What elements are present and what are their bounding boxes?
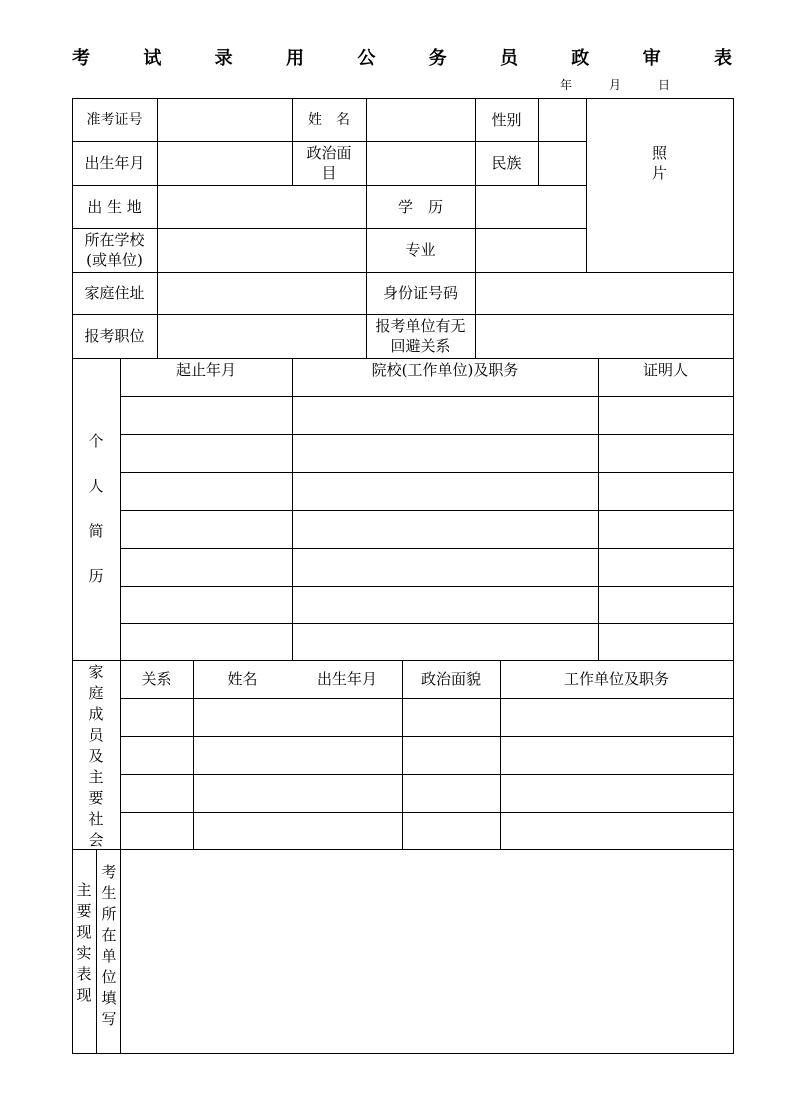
grid-line-h bbox=[120, 510, 734, 511]
grid-line-h bbox=[120, 434, 734, 435]
photo-char-1: 照 bbox=[651, 144, 667, 162]
resume-side-char: 人 bbox=[88, 477, 104, 495]
label-avoid-line2: 回避关系 bbox=[390, 337, 451, 355]
label-photo bbox=[586, 141, 733, 185]
label-ethnicity: 民族 bbox=[491, 154, 522, 172]
title-char: 用 bbox=[285, 48, 304, 69]
date-line bbox=[560, 76, 670, 93]
label-exam-no: 准考证号 bbox=[86, 111, 143, 128]
resume-header-period: 起止年月 bbox=[175, 361, 236, 379]
label-address: 家庭住址 bbox=[84, 284, 145, 302]
performance-sub-char: 考 bbox=[101, 863, 117, 881]
title-char: 试 bbox=[143, 48, 162, 69]
family-header-political: 政治面貌 bbox=[420, 670, 481, 688]
resume-side-char: 历 bbox=[88, 567, 104, 585]
grid-line-h bbox=[72, 98, 734, 99]
label-id-no: 身份证号码 bbox=[382, 284, 458, 302]
label-gender: 性别 bbox=[491, 110, 522, 129]
resume-header-witness: 证明人 bbox=[642, 361, 688, 379]
label-name: 姓 名 bbox=[308, 111, 350, 128]
title-char: 公 bbox=[357, 48, 376, 69]
date-month: 月 bbox=[608, 78, 621, 92]
family-side-char: 主 bbox=[88, 768, 104, 786]
grid-line-h bbox=[120, 774, 734, 775]
title-char: 员 bbox=[499, 48, 518, 69]
performance-side-char: 主 bbox=[76, 881, 92, 899]
performance-side-char: 现 bbox=[76, 986, 92, 1004]
label-school-line2: (或单位) bbox=[86, 251, 143, 269]
performance-side-char: 现 bbox=[76, 923, 92, 941]
grid-line-v bbox=[733, 98, 734, 1054]
label-political-line2: 目 bbox=[321, 164, 337, 182]
grid-line-v bbox=[586, 98, 587, 273]
family-side-char: 成 bbox=[88, 705, 104, 723]
performance-side-char: 要 bbox=[76, 902, 92, 920]
grid-line-v bbox=[120, 358, 121, 850]
grid-line-h bbox=[120, 812, 734, 813]
family-side-char: 家 bbox=[88, 663, 104, 681]
performance-sub-char: 位 bbox=[101, 968, 117, 986]
resume-side-char: 简 bbox=[88, 522, 104, 540]
resume-side-char: 个 bbox=[88, 432, 104, 450]
label-birthplace: 出 生 地 bbox=[87, 197, 142, 216]
family-side-label bbox=[72, 662, 120, 849]
grid-line-h bbox=[120, 623, 734, 624]
performance-side-char: 表 bbox=[76, 965, 92, 983]
family-header-work: 工作单位及职务 bbox=[563, 670, 669, 688]
performance-side-char: 实 bbox=[76, 944, 92, 962]
family-side-char: 会 bbox=[88, 831, 104, 849]
label-school-line1: 所在学校 bbox=[84, 231, 145, 249]
family-header-birth: 出生年月 bbox=[316, 670, 377, 688]
family-side-char: 社 bbox=[88, 810, 104, 828]
grid-line-h bbox=[120, 698, 734, 699]
title-char: 政 bbox=[571, 48, 590, 69]
performance-sub-char: 生 bbox=[101, 884, 117, 902]
performance-side-label bbox=[72, 880, 96, 1020]
grid-line-h bbox=[72, 849, 734, 850]
title-char: 考 bbox=[72, 48, 90, 69]
date-day: 日 bbox=[657, 78, 670, 92]
title-char: 录 bbox=[214, 48, 233, 69]
performance-sub-char: 所 bbox=[101, 905, 117, 923]
grid-line-v bbox=[366, 98, 367, 186]
label-avoid-line1: 报考单位有无 bbox=[375, 317, 466, 335]
title-char: 务 bbox=[428, 48, 447, 69]
label-political-line1: 政治面 bbox=[306, 144, 352, 162]
date-year: 年 bbox=[560, 78, 573, 92]
performance-sub-label bbox=[97, 862, 121, 1042]
performance-sub-char: 写 bbox=[101, 1010, 117, 1028]
grid-line-h bbox=[72, 1053, 734, 1054]
family-side-char: 员 bbox=[88, 726, 104, 744]
grid-line-v bbox=[157, 98, 158, 359]
family-side-char: 及 bbox=[88, 747, 104, 765]
resume-header-org: 院校(工作单位)及职务 bbox=[371, 361, 519, 379]
family-header-name: 姓名 bbox=[227, 670, 258, 688]
grid-line-h bbox=[120, 736, 734, 737]
title-char: 表 bbox=[713, 48, 732, 69]
performance-sub-char: 填 bbox=[101, 989, 117, 1007]
family-side-char: 要 bbox=[88, 789, 104, 807]
label-major: 专业 bbox=[405, 241, 436, 259]
label-education: 学 历 bbox=[397, 197, 443, 216]
performance-sub-char: 单 bbox=[101, 947, 117, 965]
resume-side-label bbox=[72, 358, 120, 660]
family-side-char: 庭 bbox=[88, 684, 104, 702]
label-political bbox=[292, 141, 366, 185]
photo-char-2: 片 bbox=[651, 164, 667, 182]
grid-line-h bbox=[120, 396, 734, 397]
label-avoid bbox=[366, 314, 475, 358]
title-char: 审 bbox=[642, 48, 661, 69]
label-school bbox=[72, 228, 157, 272]
grid-line-h bbox=[120, 548, 734, 549]
label-position: 报考职位 bbox=[84, 327, 145, 345]
performance-sub-char: 在 bbox=[101, 926, 117, 944]
family-header-relation: 关系 bbox=[141, 670, 172, 688]
grid-line-v bbox=[538, 98, 539, 186]
page-title bbox=[72, 44, 732, 70]
label-birth: 出生年月 bbox=[84, 154, 145, 172]
grid-line-h bbox=[120, 586, 734, 587]
grid-line-h bbox=[120, 472, 734, 473]
